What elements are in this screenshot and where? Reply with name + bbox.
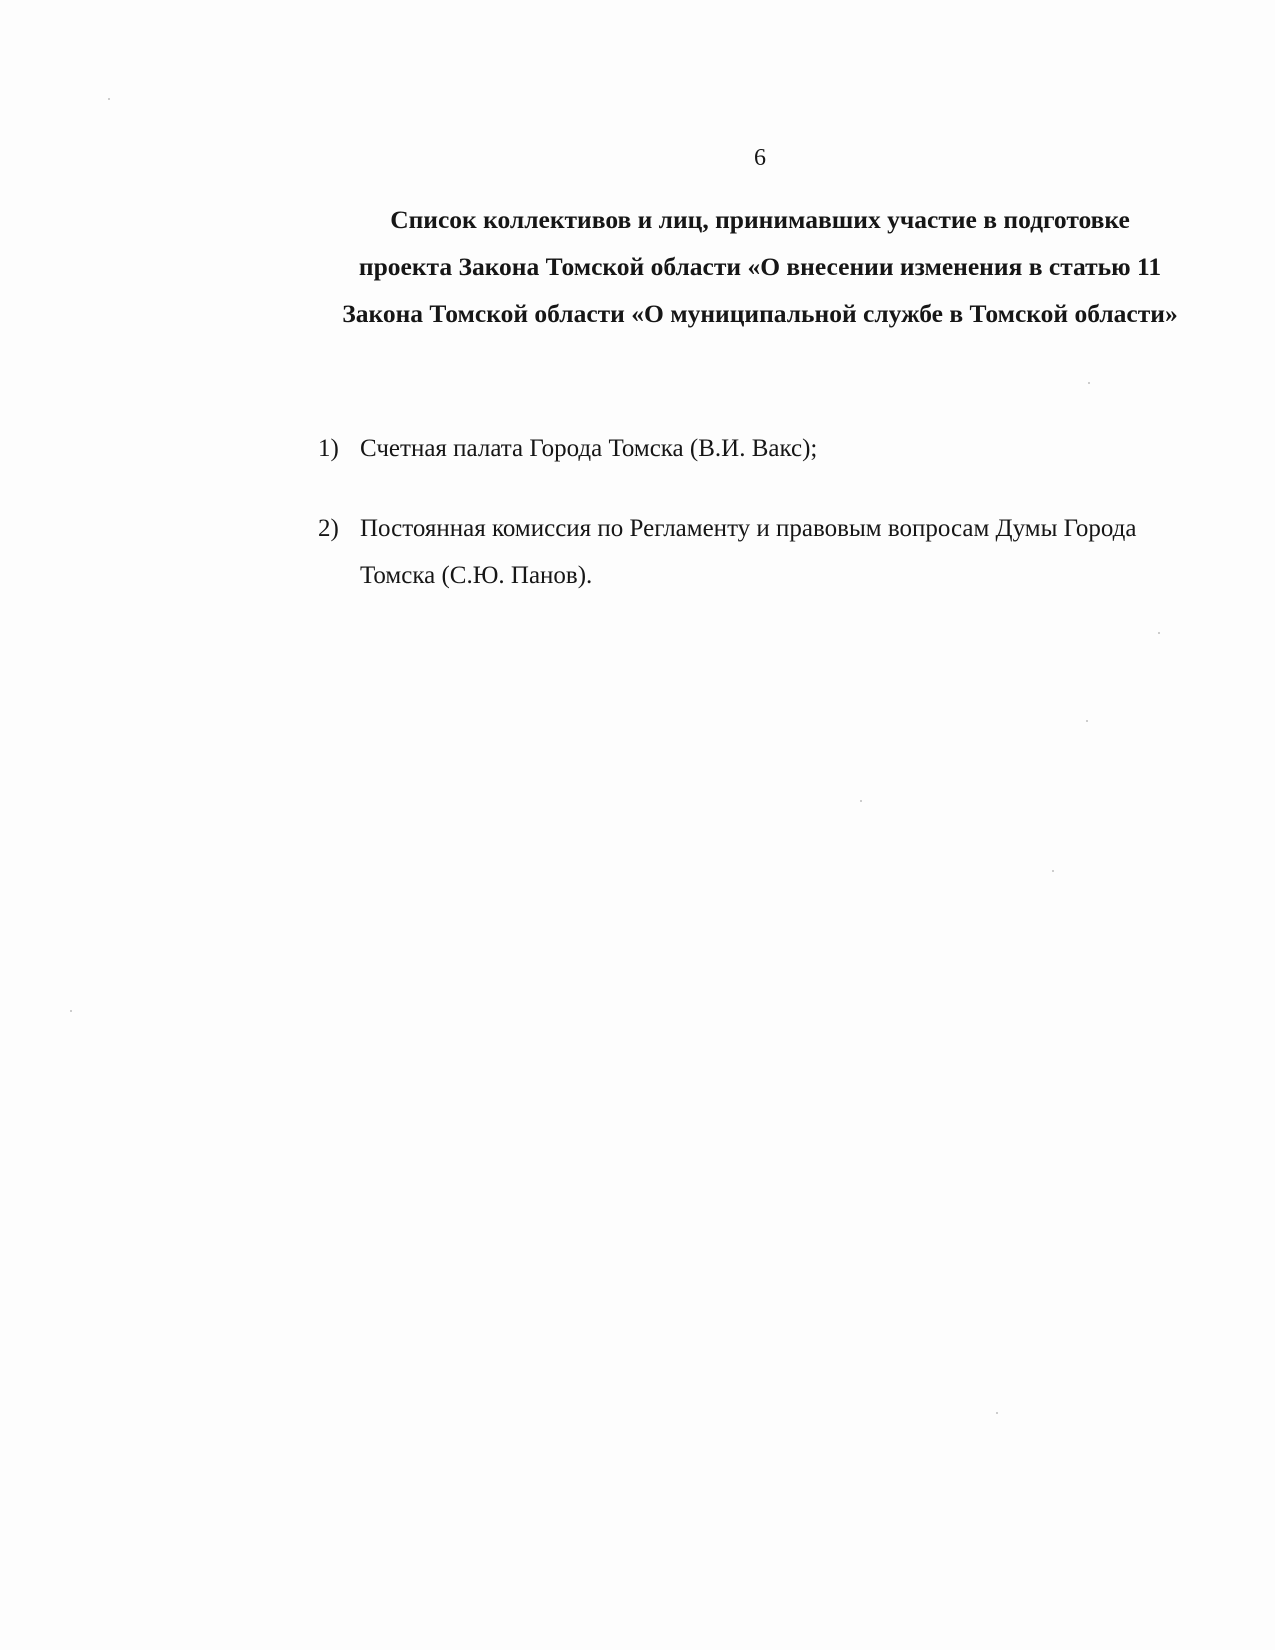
scan-speck — [860, 800, 862, 802]
list-item-text: Постоянная комиссия по Регламенту и правовым вопросам Думы Города — [360, 515, 1137, 542]
title-line: Закона Томской области «О муниципальной службе в Томской области» — [342, 299, 1178, 328]
list-item-text: Счетная палата Города Томска (В.И. Вакс); — [360, 435, 818, 462]
list-item-number: 1) — [318, 435, 339, 462]
scan-speck — [1086, 720, 1088, 722]
list-item-number: 2) — [318, 515, 339, 542]
list-item — [318, 425, 1268, 472]
list-item — [318, 505, 1268, 599]
title-line: Список коллективов и лиц, принимавших участие в подготовке — [390, 205, 1130, 234]
scan-speck — [1088, 382, 1090, 384]
title-line: проекта Закона Томской области «О внесении изменения в статью 11 — [358, 252, 1162, 281]
list-item-text: Томска (С.Ю. Панов). — [360, 562, 593, 589]
scan-speck — [70, 1010, 72, 1012]
scan-speck — [996, 1412, 998, 1414]
participants-list — [318, 425, 1268, 632]
document-title — [270, 196, 1250, 337]
scan-speck — [108, 98, 110, 100]
scan-speck — [1158, 632, 1160, 634]
scan-speck — [1052, 870, 1054, 872]
page-number: 6 — [754, 145, 766, 171]
